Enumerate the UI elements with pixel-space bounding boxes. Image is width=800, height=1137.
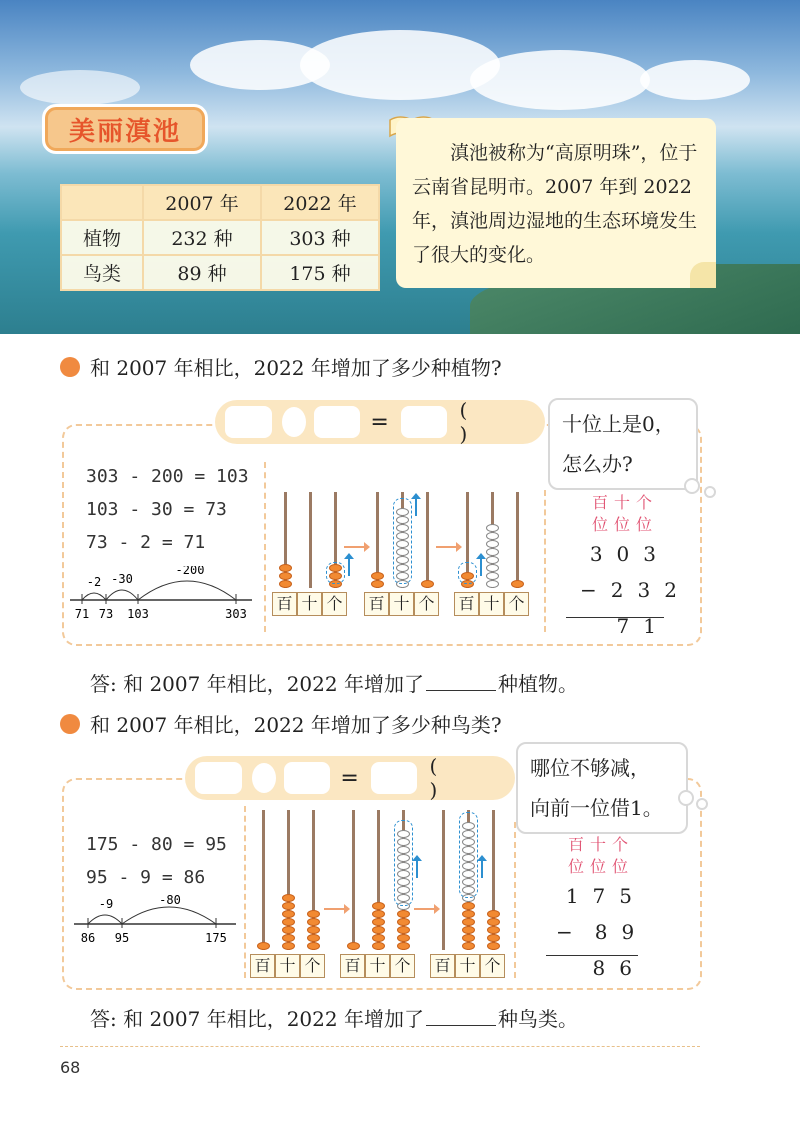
subtrahend: 232 bbox=[610, 578, 691, 602]
up-arrow-icon bbox=[416, 860, 418, 878]
equals-sign: = bbox=[340, 765, 359, 791]
hint-line: 十位上是0， bbox=[562, 412, 675, 436]
minuend: 175 bbox=[565, 884, 646, 908]
hint-bubble-2 bbox=[516, 742, 688, 834]
abacus-bead bbox=[397, 934, 410, 942]
unit-parens: ( ) bbox=[429, 754, 462, 802]
minus-sign: − bbox=[580, 578, 611, 602]
place-header: 百十个 bbox=[591, 493, 659, 512]
abacus-bead bbox=[487, 942, 500, 950]
answer-text: 种植物。 bbox=[497, 672, 578, 696]
number-line-1 bbox=[66, 566, 256, 622]
abacus-bead-borrowed bbox=[486, 524, 499, 532]
up-arrow-icon bbox=[415, 498, 417, 516]
subtraction-line bbox=[546, 955, 638, 956]
equation-bar-1 bbox=[215, 400, 545, 444]
abacus-bead-borrowed bbox=[486, 580, 499, 588]
equation-bar-2 bbox=[185, 756, 515, 800]
abacus-bead bbox=[307, 910, 320, 918]
abacus-bead bbox=[279, 572, 292, 580]
tick-label: 175 bbox=[205, 931, 227, 945]
abacus-place-label: 个 bbox=[300, 954, 325, 978]
abacus-rod bbox=[516, 492, 519, 588]
abacus-bead bbox=[282, 934, 295, 942]
abacus-bead bbox=[462, 918, 475, 926]
info-card: 滇池被称为“高原明珠”，位于云南省昆明市。2007 年到 2022 年，滇池周边湿地的生态环境发生了很大的变化。 bbox=[396, 118, 716, 288]
abacus-bead-borrowed bbox=[486, 540, 499, 548]
abacus-bead bbox=[282, 902, 295, 910]
page-number: 68 bbox=[60, 1058, 81, 1077]
handwritten-steps-2 bbox=[86, 828, 227, 894]
cloud bbox=[20, 70, 140, 105]
abacus-bead bbox=[307, 926, 320, 934]
abacus-bead bbox=[282, 926, 295, 934]
answer-text: 种鸟类。 bbox=[497, 1007, 578, 1031]
abacus-bead bbox=[462, 902, 475, 910]
abacus-bead-borrowed bbox=[486, 556, 499, 564]
table-header: 2007 年 bbox=[143, 185, 261, 220]
abacus-place-label: 十 bbox=[389, 592, 414, 616]
answer-box[interactable] bbox=[401, 406, 448, 438]
abacus-bead bbox=[279, 580, 292, 588]
place-header: 百十个 bbox=[567, 835, 635, 854]
abacus-bead bbox=[397, 942, 410, 950]
difference: 86 bbox=[592, 956, 646, 980]
answer-box[interactable] bbox=[284, 762, 331, 794]
answer-text: 答: 和 2007 年相比，2022 年增加了 bbox=[90, 672, 424, 696]
table-cell: 89 种 bbox=[143, 255, 261, 290]
tick-label: 73 bbox=[98, 607, 114, 621]
right-arrow-icon bbox=[414, 908, 436, 910]
regroup-highlight bbox=[394, 820, 413, 906]
abacus-place-label: 十 bbox=[365, 954, 390, 978]
answer-text: 答: 和 2007 年相比，2022 年增加了 bbox=[90, 1007, 424, 1031]
jump-label: -200 bbox=[175, 566, 205, 577]
abacus-bead bbox=[487, 934, 500, 942]
abacus-place-label: 百 bbox=[454, 592, 479, 616]
table-header: 2022 年 bbox=[261, 185, 379, 220]
answer-blank[interactable] bbox=[426, 673, 496, 691]
regroup-highlight bbox=[393, 498, 412, 584]
table-header bbox=[61, 185, 143, 220]
abacus-bead-borrowed bbox=[486, 532, 499, 540]
jump-label: -30 bbox=[111, 572, 133, 586]
answer-2 bbox=[90, 1003, 578, 1032]
minus-sign: − bbox=[556, 920, 587, 944]
place-header: 位位位 bbox=[591, 515, 659, 534]
hint-bubble-1 bbox=[548, 398, 698, 490]
bullet-icon bbox=[60, 357, 80, 377]
abacus-place-label: 个 bbox=[390, 954, 415, 978]
answer-box[interactable] bbox=[225, 406, 272, 438]
abacus-place-label: 百 bbox=[430, 954, 455, 978]
hint-line: 怎么办? bbox=[562, 452, 633, 476]
subtrahend-row bbox=[580, 572, 691, 608]
tick-label: 95 bbox=[114, 931, 130, 945]
tick-label: 303 bbox=[225, 607, 247, 621]
regroup-highlight bbox=[458, 562, 477, 584]
question-2 bbox=[60, 709, 502, 738]
up-arrow-icon bbox=[481, 860, 483, 878]
tick-label: 86 bbox=[80, 931, 96, 945]
hint-line: 向前一位借1。 bbox=[530, 796, 663, 820]
abacus-bead bbox=[307, 934, 320, 942]
answer-box[interactable] bbox=[314, 406, 361, 438]
step-line: 95 - 9 = 86 bbox=[86, 867, 206, 888]
abacus-place-label: 个 bbox=[322, 592, 347, 616]
up-arrow-icon bbox=[480, 558, 482, 576]
right-arrow-icon bbox=[324, 908, 346, 910]
regroup-highlight bbox=[326, 562, 345, 584]
abacus-bead bbox=[397, 910, 410, 918]
abacus-rod bbox=[309, 492, 312, 588]
abacus-bead bbox=[282, 918, 295, 926]
up-arrow-icon bbox=[348, 558, 350, 576]
jump-label: -80 bbox=[159, 893, 181, 907]
table-cell: 303 种 bbox=[261, 220, 379, 255]
bubble-tail bbox=[678, 790, 694, 806]
abacus-place-label: 百 bbox=[272, 592, 297, 616]
operator-circle[interactable] bbox=[252, 763, 276, 793]
data-table bbox=[60, 184, 380, 291]
step-line: 303 - 200 = 103 bbox=[86, 466, 249, 487]
abacus-bead-borrowed bbox=[486, 572, 499, 580]
table-cell: 植物 bbox=[61, 220, 143, 255]
divider bbox=[544, 490, 546, 632]
table-row bbox=[61, 220, 379, 255]
number-line-2 bbox=[70, 890, 240, 946]
abacus-rod bbox=[262, 810, 265, 950]
hint-line: 哪位不够减， bbox=[530, 756, 650, 780]
step-line: 175 - 80 = 95 bbox=[86, 834, 227, 855]
tick-label: 103 bbox=[127, 607, 149, 621]
place-header: 位位位 bbox=[567, 857, 635, 876]
table-header-row bbox=[61, 185, 379, 220]
answer-box[interactable] bbox=[371, 762, 418, 794]
minuend: 303 bbox=[589, 542, 670, 566]
operator-circle[interactable] bbox=[282, 407, 306, 437]
question-2-text: 和 2007 年相比，2022 年增加了多少种鸟类? bbox=[90, 713, 502, 737]
abacus-bead bbox=[257, 942, 270, 950]
bubble-tail bbox=[696, 798, 708, 810]
abacus-bead bbox=[372, 918, 385, 926]
jump-label: -9 bbox=[98, 897, 114, 911]
subtrahend: 89 bbox=[594, 920, 649, 944]
abacus-bead bbox=[282, 942, 295, 950]
subtrahend-row bbox=[556, 914, 649, 950]
page-title: 美丽滇池 bbox=[68, 116, 181, 147]
answer-blank[interactable] bbox=[426, 1008, 496, 1026]
abacus-bead-borrowed bbox=[486, 548, 499, 556]
table-cell: 175 种 bbox=[261, 255, 379, 290]
abacus-rod bbox=[352, 810, 355, 950]
table-row bbox=[61, 255, 379, 290]
abacus-bead bbox=[371, 572, 384, 580]
question-1 bbox=[60, 352, 502, 381]
jump-label: -2 bbox=[86, 575, 102, 589]
abacus-place-label: 百 bbox=[364, 592, 389, 616]
right-arrow-icon bbox=[436, 546, 458, 548]
abacus-bead bbox=[487, 926, 500, 934]
answer-1 bbox=[90, 668, 578, 697]
abacus-bead bbox=[282, 894, 295, 902]
cloud bbox=[470, 50, 650, 110]
answer-box[interactable] bbox=[195, 762, 242, 794]
footer-divider bbox=[60, 1046, 700, 1047]
abacus-bead bbox=[372, 926, 385, 934]
abacus-place-label: 个 bbox=[414, 592, 439, 616]
divider bbox=[244, 806, 246, 978]
handwritten-steps-1 bbox=[86, 460, 249, 559]
subtraction-line bbox=[566, 617, 664, 618]
question-1-text: 和 2007 年相比，2022 年增加了多少种植物? bbox=[90, 356, 502, 380]
table-cell: 232 种 bbox=[143, 220, 261, 255]
abacus-bead bbox=[347, 942, 360, 950]
tick-label: 71 bbox=[74, 607, 90, 621]
abacus-place-label: 百 bbox=[250, 954, 275, 978]
abacus-bead bbox=[462, 934, 475, 942]
abacus-place-label: 十 bbox=[479, 592, 504, 616]
abacus-bead bbox=[279, 564, 292, 572]
right-arrow-icon bbox=[344, 546, 366, 548]
difference: 71 bbox=[616, 614, 670, 638]
abacus-bead bbox=[372, 942, 385, 950]
abacus-place-label: 十 bbox=[275, 954, 300, 978]
abacus-bead bbox=[371, 580, 384, 588]
step-line: 103 - 30 = 73 bbox=[86, 499, 227, 520]
abacus-bead bbox=[487, 918, 500, 926]
abacus-bead bbox=[307, 918, 320, 926]
abacus-place-label: 百 bbox=[340, 954, 365, 978]
abacus-bead bbox=[282, 910, 295, 918]
abacus-bead bbox=[462, 926, 475, 934]
abacus-place-label: 个 bbox=[480, 954, 505, 978]
bubble-tail bbox=[684, 478, 700, 494]
abacus-bead bbox=[462, 942, 475, 950]
vertical-subtraction-2 bbox=[556, 834, 649, 986]
divider bbox=[514, 822, 516, 978]
equals-sign: = bbox=[370, 409, 389, 435]
abacus-place-label: 十 bbox=[455, 954, 480, 978]
abacus-bead bbox=[372, 902, 385, 910]
abacus-bead bbox=[421, 580, 434, 588]
abacus-place-label: 十 bbox=[297, 592, 322, 616]
unit-parens: ( ) bbox=[459, 398, 492, 446]
abacus-bead bbox=[511, 580, 524, 588]
abacus-bead bbox=[397, 918, 410, 926]
cloud bbox=[640, 60, 750, 100]
table-cell: 鸟类 bbox=[61, 255, 143, 290]
abacus-bead bbox=[397, 926, 410, 934]
vertical-subtraction-1 bbox=[580, 492, 691, 644]
bullet-icon bbox=[60, 714, 80, 734]
bubble-tail bbox=[704, 486, 716, 498]
abacus-bead bbox=[372, 910, 385, 918]
abacus-bead bbox=[307, 942, 320, 950]
abacus-rod bbox=[426, 492, 429, 588]
step-line: 73 - 2 = 71 bbox=[86, 532, 206, 553]
abacus-rod bbox=[442, 810, 445, 950]
abacus-bead bbox=[487, 910, 500, 918]
abacus-bead-borrowed bbox=[486, 564, 499, 572]
abacus-place-label: 个 bbox=[504, 592, 529, 616]
regroup-highlight bbox=[459, 812, 478, 898]
cloud bbox=[300, 30, 500, 100]
abacus-bead bbox=[372, 934, 385, 942]
title-badge bbox=[42, 104, 208, 154]
divider bbox=[264, 462, 266, 632]
abacus-bead bbox=[462, 910, 475, 918]
